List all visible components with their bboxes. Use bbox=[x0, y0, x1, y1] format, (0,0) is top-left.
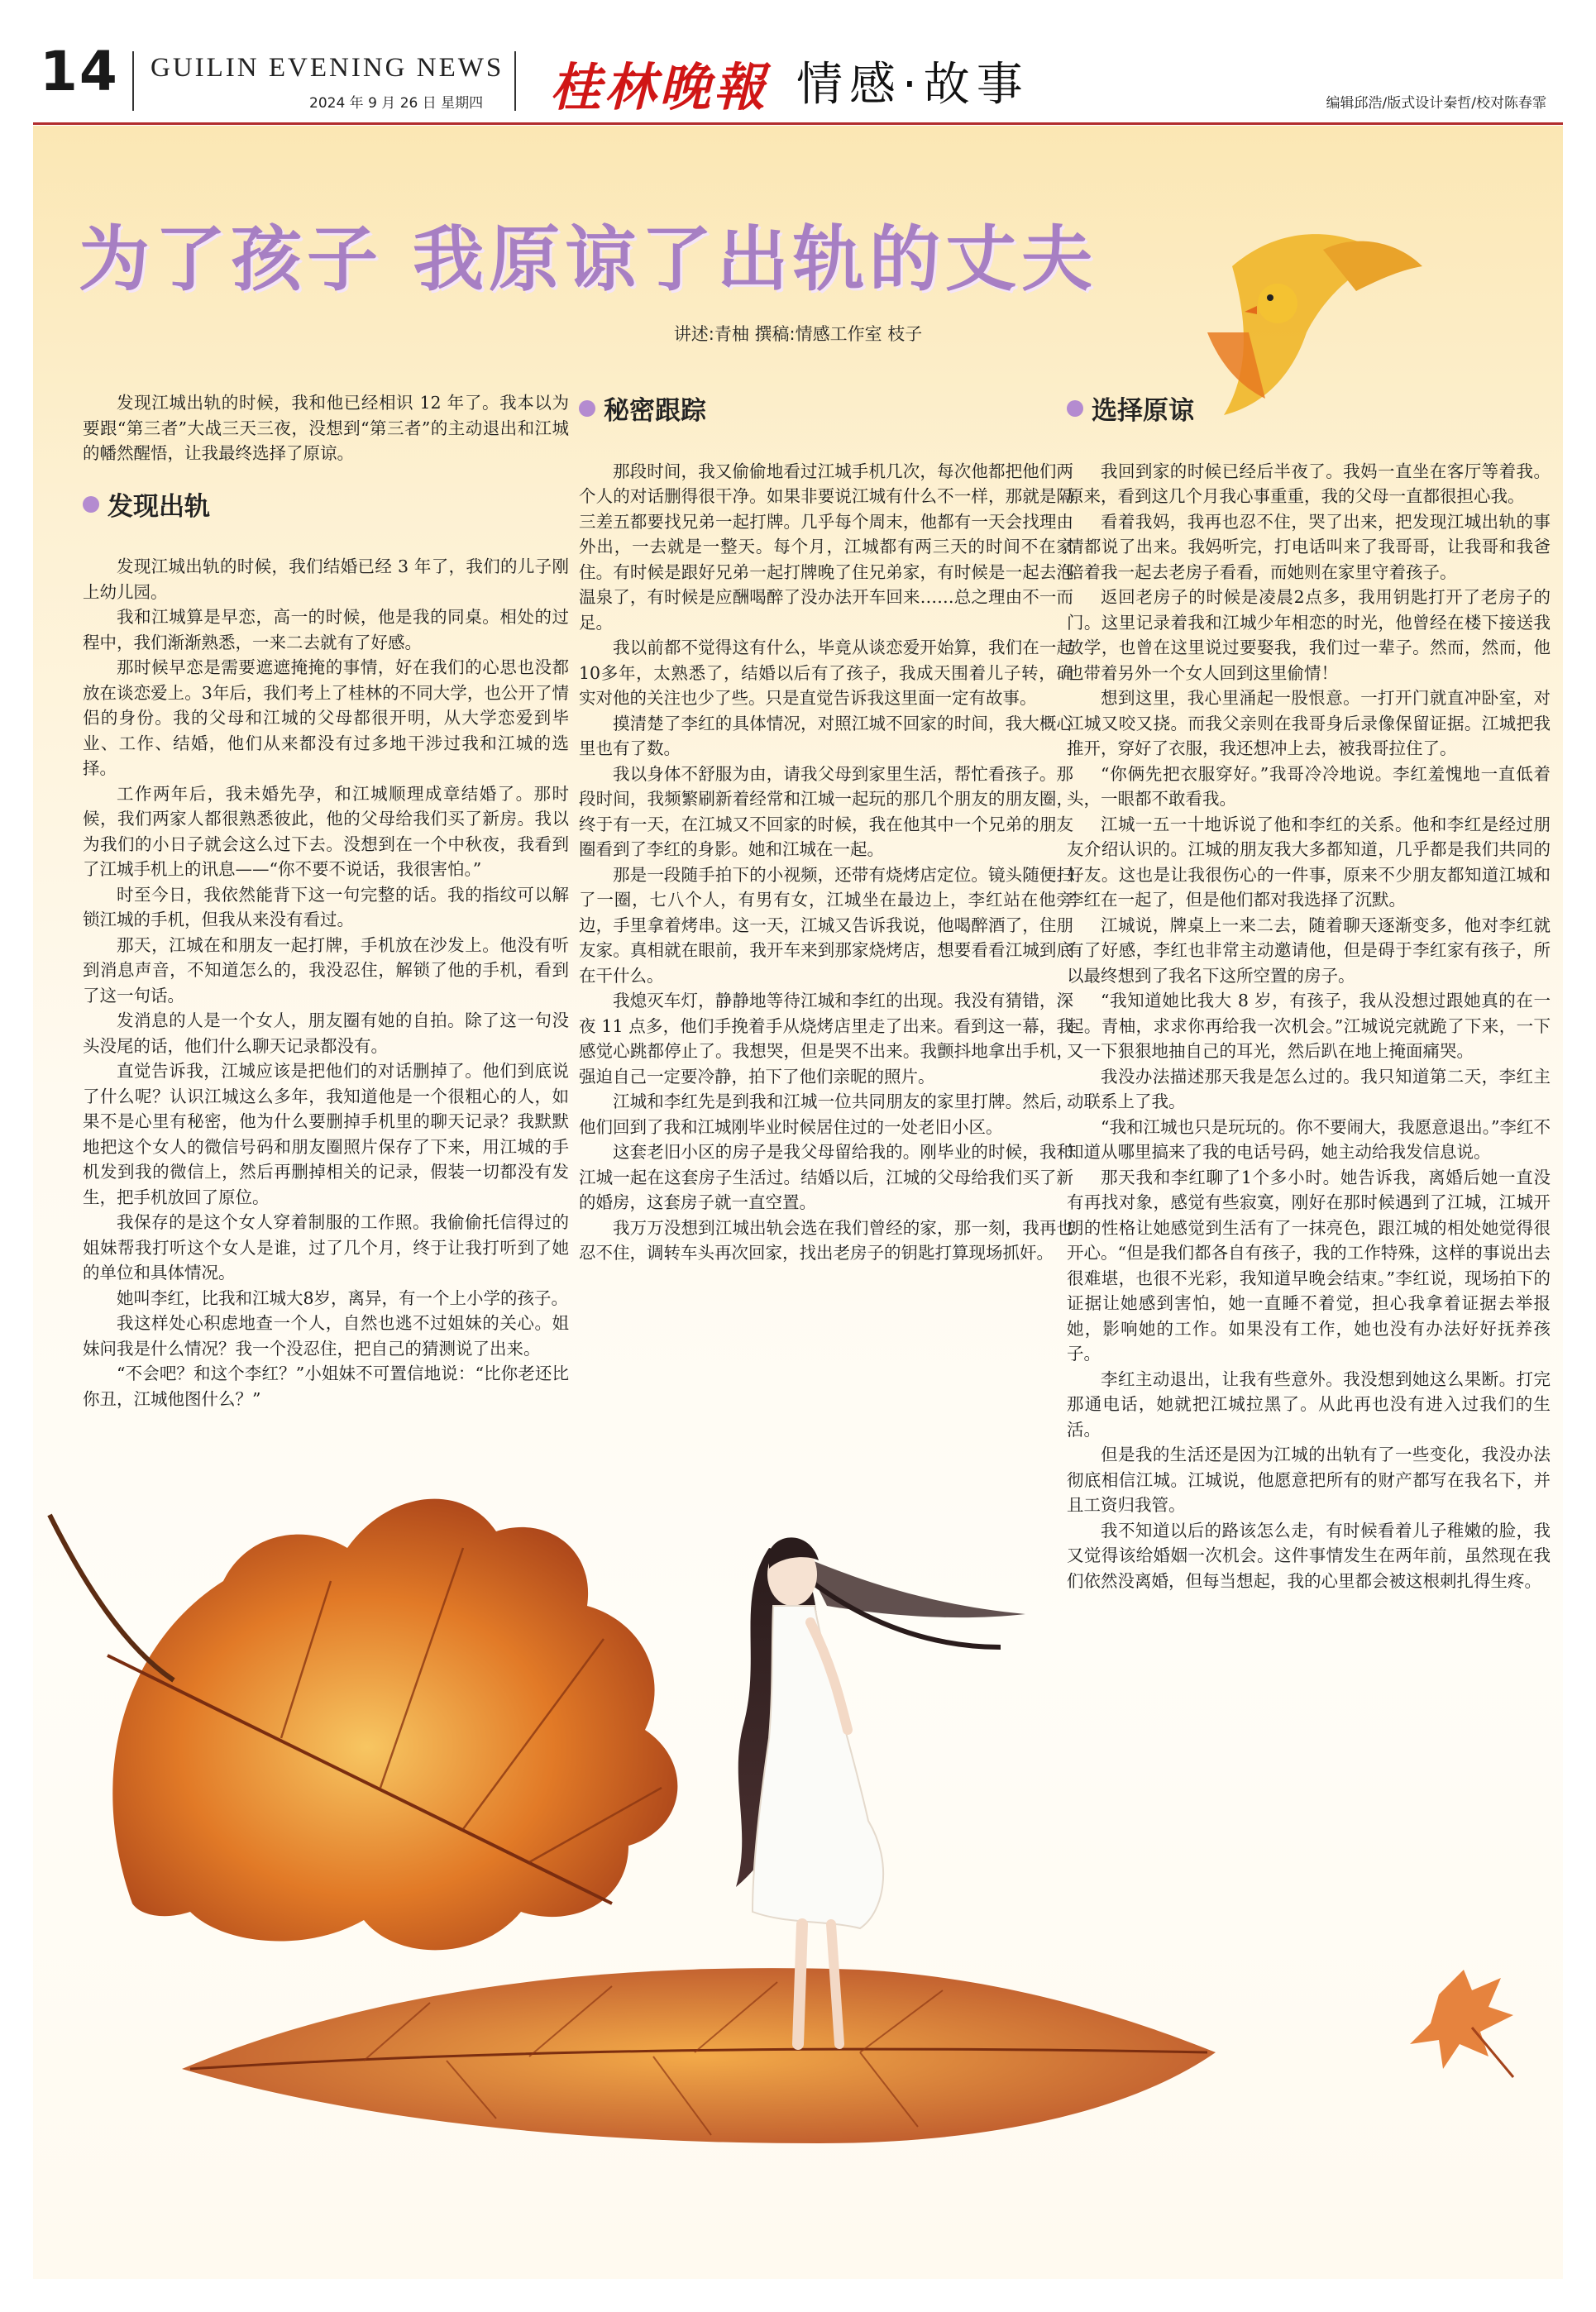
editor-credits: 编辑邱浩/版式设计秦哲/校对陈春霏 bbox=[1326, 95, 1546, 112]
maple-leaf-icon bbox=[182, 1968, 1216, 2143]
paragraph: 看着我妈，我再也忍不住，哭了出来，把发现江城出轨的事情都说了出来。我妈听完，打电话叫来了我哥哥，让我哥和我爸陪着我一起去老房子看看，而她则在家里守着孩子。 bbox=[1067, 511, 1551, 582]
article-column-3 bbox=[1067, 396, 1551, 1593]
section-heading: 选择原谅 bbox=[1067, 399, 1551, 424]
paragraph: 我这样处心积虑地查一个人，自然也逃不过姐妹的关心。姐妹问我是什么情况？我一个没忍住，把自己的猜测说了出来。 bbox=[83, 1313, 569, 1359]
maple-leaf-icon bbox=[1410, 1970, 1513, 2077]
paragraph: 时至今日，我依然能背下这一句完整的话。我的指纹可以解锁江城的手机，但我从来没有看过。 bbox=[83, 884, 569, 929]
paragraph: 直觉告诉我，江城应该是把他们的对话删掉了。他们到底说了什么呢？认识江城这么多年，我知道他是一个很粗心的人，如果不是心里有秘密，他为什么要删掉手机里的聊天记录？我默默地把这个女人的微信号码和朋友圈照片保存了下来，用江城的手机发到我的微信上，然后再删掉相关的记录，假装一切都没有发生，把手机放回了原位。 bbox=[83, 1061, 569, 1207]
brand-logo: 桂林晚報 bbox=[550, 57, 769, 117]
paragraph: 那天我和李红聊了1个多小时。她告诉我，离婚后她一直没有再找对象，感觉有些寂寞，刚好在那时候遇到了江城，江城开朗的性格让她感觉到生活有了一抹亮色，跟江城的相处她觉得很开心。“但是我们都各自有孩子，我的工作特殊，这样的事说出去很难堪，也很不光彩，我知道早晚会结束。”李红说，现场拍下的证据让她感到害怕，她一直睡不着觉，担心我拿着证据去举报她，影响她的工作。如果没有工作，她也没有办法好好抚养孩子。 bbox=[1067, 1167, 1551, 1364]
bullet-icon bbox=[83, 496, 99, 513]
paragraph: 我回到家的时候已经后半夜了。我妈一直坐在客厅等着我。原来，看到这几个月我心事重重，我的父母一直都很担心我。 bbox=[1067, 461, 1551, 506]
paragraph: 发消息的人是一个女人，朋友圈有她的自拍。除了这一句没头没尾的话，他们什么聊天记录都没有。 bbox=[83, 1010, 569, 1056]
section-heading: 秘密跟踪 bbox=[579, 399, 1073, 424]
masthead-divider bbox=[514, 51, 516, 111]
paragraph: 江城和李红先是到我和江城一位共同朋友的家里打牌。然后，他们回到了我和江城刚毕业时候居住过的一处老旧小区。 bbox=[579, 1092, 1073, 1137]
paragraph: 我保存的是这个女人穿着制服的工作照。我偷偷托信得过的姐妹帮我打听这个女人是谁，过了几个月，终于让我打听到了她的单位和具体情况。 bbox=[83, 1212, 569, 1283]
paragraph: 但是我的生活还是因为江城的出轨有了一些变化，我没办法彻底相信江城。江城说，他愿意把所有的财产都写在我名下，并且工资归我管。 bbox=[1067, 1445, 1551, 1515]
paragraph: 摸清楚了李红的具体情况，对照江城不回家的时间，我大概心里也有了数。 bbox=[579, 713, 1073, 758]
girl-figure bbox=[736, 1537, 1025, 2044]
paragraph: “我知道她比我大 8 岁，有孩子，我从没想过跟她真的在一起。青柚，求求你再给我一次机会。”江城说完就跪了下来，一下又一下狠狠地抽自己的耳光，然后趴在地上掩面痛哭。 bbox=[1067, 991, 1551, 1061]
paper-name: GUILIN EVENING NEWS bbox=[151, 53, 504, 83]
masthead bbox=[0, 0, 1596, 124]
paragraph: 我以前都不觉得这有什么，毕竟从谈恋爱开始算，我们在一起10多年，太熟悉了，结婚以后有了孩子，我成天围着儿子转，确实对他的关注也少了些。只是直觉告诉我这里面一定有故事。 bbox=[579, 638, 1073, 708]
article-column-1 bbox=[83, 390, 569, 1412]
paragraph: 我不知道以后的路该怎么走，有时候看着儿子稚嫩的脸，我又觉得该给婚姻一次机会。这件事情发生在两年前，虽然现在我们依然没离婚，但每当想起，我的心里都会被这根刺扎得生疼。 bbox=[1067, 1520, 1551, 1591]
paragraph: “你俩先把衣服穿好。”我哥冷冷地说。李红羞愧地一直低着头，一眼都不敢看我。 bbox=[1067, 763, 1551, 809]
paragraph: 江城一五一十地诉说了他和李红的关系。他和李红是经过朋友介绍认识的。江城的朋友我大多都知道，几乎都是我们共同的好友。这也是让我很伤心的一件事，原来不少朋友都知道江城和李红在一起了，但是他们都对我选择了沉默。 bbox=[1067, 814, 1551, 910]
article-intro: 发现江城出轨的时候，我和他已经相识 12 年了。我本以为要跟“第三者”大战三天三夜，没想到“第三者”的主动退出和江城的幡然醒悟，让我最终选择了原谅。 bbox=[83, 393, 569, 463]
article-title: 为了孩子 我原谅了出轨的丈夫 bbox=[79, 218, 1097, 301]
byline: 讲述:青柚 撰稿:情感工作室 枝子 bbox=[673, 324, 923, 344]
paragraph: 返回老房子的时候是凌晨2点多，我用钥匙打开了老房子的门。这里记录着我和江城少年相恋的时光，他曾经在楼下接送我放学，也曾在这里说过要娶我，我们过一辈子。然而，然而，他也带着另外一个女人回到这里偷情！ bbox=[1067, 587, 1551, 683]
bullet-icon bbox=[1067, 400, 1083, 417]
paragraph: 我没办法描述那天我是怎么过的。我只知道第二天，李红主动联系上了我。 bbox=[1067, 1066, 1551, 1111]
paragraph: “我和江城也只是玩玩的。你不要闹大，我愿意退出。”李红不知道从哪里搞来了我的电话号码，她主动给我发信息说。 bbox=[1067, 1116, 1551, 1162]
section-heading: 发现出轨 bbox=[83, 494, 569, 520]
paragraph: 李红主动退出，让我有些意外。我没想到她这么果断。打完那通电话，她就把江城拉黑了。从此再也没有进入过我们的生活。 bbox=[1067, 1369, 1551, 1440]
paragraph: 我和江城算是早恋，高一的时候，他是我的同桌。相处的过程中，我们渐渐熟悉，一来二去就有了好感。 bbox=[83, 607, 569, 652]
paragraph: 那天，江城在和朋友一起打牌，手机放在沙发上。他没有听到消息声音，不知道怎么的，我没忍住，解锁了他的手机，看到了这一句话。 bbox=[83, 934, 569, 1006]
masthead-rule bbox=[33, 122, 1563, 125]
paragraph: 我万万没想到江城出轨会选在我们曾经的家，那一刻，我再也忍不住，调转车头再次回家，找出老房子的钥匙打算现场抓奸。 bbox=[579, 1217, 1073, 1263]
story-panel bbox=[33, 126, 1563, 2279]
page-number: 14 bbox=[40, 40, 119, 103]
paragraph: 我以身体不舒服为由，请我父母到家里生活，帮忙看孩子。那段时间，我频繁刷新着经常和江城一起玩的那几个朋友的朋友圈，终于有一天，在江城又不回家的时候，我在他其中一个兄弟的朋友圈看到了李红的身影。她和江城在一起。 bbox=[579, 763, 1073, 859]
paragraph: 她叫李红，比我和江城大8岁，离异，有一个上小学的孩子。 bbox=[117, 1287, 569, 1308]
paragraph: 江城说，牌桌上一来二去，随着聊天逐渐变多，他对李红就有了好感，李红也非常主动邀请他，但是碍于李红家有孩子，所以最终想到了我名下这所空置的房子。 bbox=[1067, 915, 1551, 986]
paragraph: 那段时间，我又偷偷地看过江城手机几次，每次他都把他们两个人的对话删得很干净。如果非要说江城有什么不一样，那就是隔三差五都要找兄弟一起打牌。几乎每个周末，他都有一天会找理由外出，一去就是一整天。每个月，江城都有两三天的时间不在家住。有时候是跟好兄弟一起打牌晚了住兄弟家，有时候是一起去泡温泉了，有时候是应酬喝醉了没办法开车回来……总之理由不一而足。 bbox=[579, 461, 1073, 633]
bullet-icon bbox=[579, 400, 595, 417]
paragraph: “不会吧？和这个李红？”小姐妹不可置信地说：“比你老还比你丑，江城他图什么？” bbox=[83, 1364, 569, 1409]
maple-leaf-icon bbox=[50, 1499, 677, 1951]
issue-date: 2024 年 9 月 26 日 星期四 bbox=[309, 95, 484, 112]
paragraph: 想到这里，我心里涌起一股恨意。一打开门就直冲卧室，对江城又咬又挠。而我父亲则在我哥身后录像保留证据。江城把我推开，穿好了衣服，我还想冲上去，被我哥拉住了。 bbox=[1067, 688, 1551, 758]
section-name: 情感·故事 bbox=[796, 58, 1030, 112]
paragraph: 那是一段随手拍下的小视频，还带有烧烤店定位。镜头随便扫了一圈，七八个人，有男有女，江城坐在最边上，李红站在他旁边，手里拿着烤串。这一天，江城又告诉我说，他喝醉酒了，住朋友家。真相就在眼前，我开车来到那家烧烤店，想要看看江城到底在干什么。 bbox=[579, 864, 1073, 986]
masthead-divider bbox=[132, 51, 134, 111]
paragraph: 那时候早恋是需要遮遮掩掩的事情，好在我们的心思也没都放在谈恋爱上。3年后，我们考上了桂林的不同大学，也公开了情侣的身份。我的父母和江城的父母都很开明，从大学恋爱到毕业、工作、结婚，他们从来都没有过多地干涉过我和江城的选择。 bbox=[83, 657, 569, 778]
paragraph: 工作两年后，我未婚先孕，和江城顺理成章结婚了。那时候，我们两家人都很熟悉彼此，他的父母给我们买了新房。我以为我们的小日子就会这么过下去。没想到在一个中秋夜，我看到了江城手机上的讯息——“你不要不说话，我很害怕。” bbox=[83, 783, 569, 879]
paragraph: 这套老旧小区的房子是我父母留给我的。刚毕业的时候，我和江城一起在这套房子生活过。结婚以后，江城的父母给我们买了新的婚房，这套房子就一直空置。 bbox=[579, 1142, 1073, 1212]
paragraph: 我熄灭车灯，静静地等待江城和李红的出现。我没有猜错，深夜 11 点多，他们手挽着手从烧烤店里走了出来。看到这一幕，我感觉心跳都停止了。我想哭，但是哭不出来。我颤抖地拿出手机，强迫自己一定要冷静，拍下了他们亲昵的照片。 bbox=[579, 991, 1073, 1087]
paragraph: 发现江城出轨的时候，我们结婚已经 3 年了，我们的儿子刚上幼儿园。 bbox=[83, 557, 569, 602]
article-column-2 bbox=[579, 396, 1073, 1266]
